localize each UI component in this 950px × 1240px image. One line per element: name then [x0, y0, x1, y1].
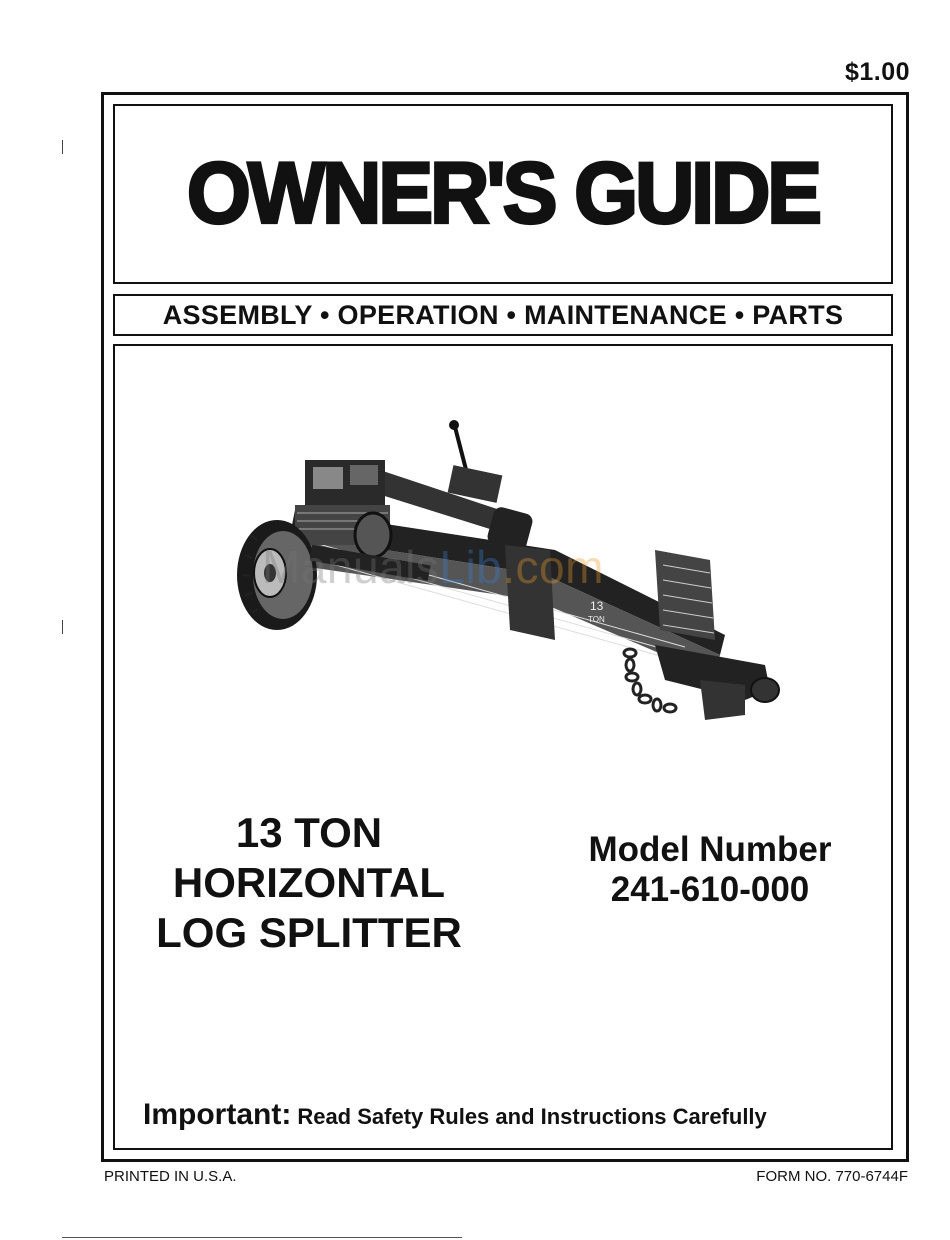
watermark — [262, 540, 604, 594]
product-line-3: LOG SPLITTER — [156, 909, 462, 956]
model-info — [560, 830, 860, 910]
watermark-part2: Lib — [439, 541, 503, 593]
product-name — [145, 808, 473, 958]
product-line-2: HORIZONTAL — [172, 859, 446, 906]
model-label: Model Number — [588, 830, 832, 869]
footer-printed: PRINTED IN U.S.A. — [104, 1168, 237, 1185]
important-text: Read Safety Rules and Instructions Carefully — [297, 1104, 767, 1129]
scan-mark-top — [62, 140, 66, 154]
scan-mark-bottom — [62, 620, 66, 634]
bottom-rule — [62, 1237, 462, 1238]
price: $1.00 — [844, 58, 910, 86]
subtitle-band: ASSEMBLY • OPERATION • MAINTENANCE • PARTS — [113, 294, 893, 336]
page-title: OWNER'S GUIDE — [187, 145, 819, 242]
watermark-part3: .com — [502, 541, 604, 593]
watermark-part1: Manuals — [262, 541, 440, 593]
plate-label-bottom: TON — [588, 615, 605, 624]
model-number: 241-610-000 — [610, 870, 810, 909]
important-label: Important: — [143, 1098, 292, 1131]
product-line-1: 13 TON — [235, 809, 383, 856]
plate-label-top: 13 — [590, 599, 604, 613]
title-box — [113, 104, 893, 284]
important-notice — [143, 1098, 767, 1132]
footer-form-number: FORM NO. 770-6744F — [756, 1168, 908, 1185]
